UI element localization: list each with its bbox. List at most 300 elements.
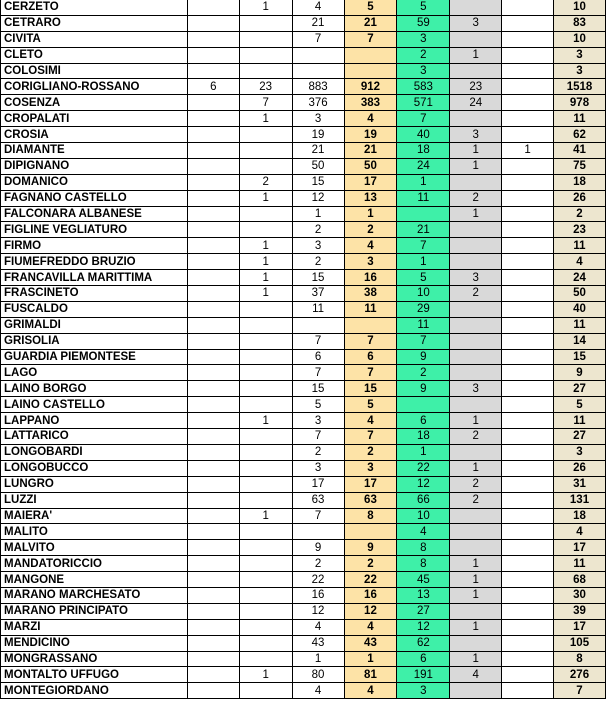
subtotal-cell: 17: [344, 476, 397, 492]
value-col-1-cell: [187, 460, 239, 476]
value-col-7-cell: [502, 270, 554, 286]
value-col-6-cell: [450, 444, 502, 460]
value-col-3-cell: 9: [292, 540, 344, 556]
total-cell: 26: [554, 460, 606, 476]
value-col-7-cell: [502, 47, 554, 63]
value-col-5-cell: 59: [397, 15, 450, 31]
value-col-1-cell: [187, 508, 239, 524]
value-col-5-cell: 7: [397, 238, 450, 254]
total-cell: 15: [554, 349, 606, 365]
total-cell: 18: [554, 174, 606, 190]
table-row: [1, 143, 606, 159]
table-row: [1, 460, 606, 476]
value-col-6-cell: [450, 365, 502, 381]
value-col-5-cell: 11: [397, 317, 450, 333]
table-row: [1, 15, 606, 31]
value-col-5-cell: 24: [397, 158, 450, 174]
value-col-5-cell: 11: [397, 190, 450, 206]
value-col-1-cell: [187, 413, 239, 429]
total-cell: 3: [554, 63, 606, 79]
value-col-5-cell: 6: [397, 413, 450, 429]
value-col-2-cell: 2: [239, 174, 292, 190]
value-col-2-cell: [239, 460, 292, 476]
value-col-1-cell: [187, 540, 239, 556]
value-col-3-cell: 3: [292, 413, 344, 429]
table-row: [1, 413, 606, 429]
value-col-1-cell: [187, 31, 239, 47]
value-col-3-cell: 63: [292, 492, 344, 508]
value-col-3-cell: 7: [292, 333, 344, 349]
value-col-5-cell: 62: [397, 635, 450, 651]
total-cell: 7: [554, 683, 606, 699]
value-col-3-cell: [292, 524, 344, 540]
value-col-6-cell: 3: [450, 270, 502, 286]
table-row: [1, 635, 606, 651]
value-col-6-cell: 1: [450, 619, 502, 635]
value-col-6-cell: 1: [450, 556, 502, 572]
value-col-6-cell: 1: [450, 47, 502, 63]
value-col-3-cell: 7: [292, 508, 344, 524]
value-col-2-cell: [239, 587, 292, 603]
municipality-name-cell: FIRMO: [1, 238, 188, 254]
value-col-7-cell: [502, 444, 554, 460]
value-col-7-cell: [502, 31, 554, 47]
total-cell: 4: [554, 254, 606, 270]
value-col-7-cell: [502, 222, 554, 238]
municipality-name-cell: CERZETO: [1, 0, 188, 15]
subtotal-cell: 22: [344, 572, 397, 588]
value-col-2-cell: 1: [239, 0, 292, 15]
value-col-6-cell: 4: [450, 667, 502, 683]
subtotal-cell: 4: [344, 683, 397, 699]
total-cell: 27: [554, 429, 606, 445]
value-col-1-cell: [187, 635, 239, 651]
subtotal-cell: 21: [344, 15, 397, 31]
table-row: [1, 254, 606, 270]
value-col-1-cell: [187, 143, 239, 159]
total-cell: 5: [554, 397, 606, 413]
value-col-6-cell: 2: [450, 492, 502, 508]
value-col-1-cell: [187, 111, 239, 127]
total-cell: 30: [554, 587, 606, 603]
value-col-6-cell: 3: [450, 15, 502, 31]
subtotal-cell: 2: [344, 222, 397, 238]
value-col-2-cell: 7: [239, 95, 292, 111]
total-cell: 11: [554, 317, 606, 333]
total-cell: 75: [554, 158, 606, 174]
value-col-2-cell: [239, 206, 292, 222]
municipality-name-cell: DOMANICO: [1, 174, 188, 190]
value-col-7-cell: [502, 540, 554, 556]
value-col-5-cell: 10: [397, 508, 450, 524]
value-col-5-cell: 5: [397, 0, 450, 15]
value-col-1-cell: [187, 286, 239, 302]
value-col-7-cell: [502, 174, 554, 190]
value-col-1-cell: [187, 492, 239, 508]
municipality-name-cell: MALITO: [1, 524, 188, 540]
value-col-2-cell: [239, 15, 292, 31]
value-col-3-cell: 3: [292, 111, 344, 127]
value-col-2-cell: [239, 349, 292, 365]
total-cell: 14: [554, 333, 606, 349]
value-col-7-cell: [502, 63, 554, 79]
municipality-name-cell: GRISOLIA: [1, 333, 188, 349]
total-cell: 10: [554, 31, 606, 47]
value-col-7-cell: [502, 0, 554, 15]
value-col-2-cell: 1: [239, 111, 292, 127]
value-col-6-cell: 24: [450, 95, 502, 111]
value-col-7-cell: [502, 317, 554, 333]
value-col-3-cell: 22: [292, 572, 344, 588]
value-col-6-cell: 1: [450, 206, 502, 222]
value-col-1-cell: [187, 397, 239, 413]
value-col-6-cell: 3: [450, 127, 502, 143]
table-row: [1, 667, 606, 683]
value-col-3-cell: 2: [292, 444, 344, 460]
value-col-6-cell: [450, 524, 502, 540]
total-cell: 31: [554, 476, 606, 492]
value-col-7-cell: [502, 381, 554, 397]
value-col-5-cell: 1: [397, 254, 450, 270]
value-col-6-cell: 1: [450, 572, 502, 588]
value-col-5-cell: 12: [397, 619, 450, 635]
value-col-1-cell: [187, 381, 239, 397]
municipality-name-cell: CETRARO: [1, 15, 188, 31]
value-col-7-cell: [502, 524, 554, 540]
municipality-name-cell: FIGLINE VEGLIATURO: [1, 222, 188, 238]
table-row: [1, 111, 606, 127]
total-cell: 8: [554, 651, 606, 667]
value-col-7-cell: [502, 79, 554, 95]
table-body: [1, 0, 606, 699]
value-col-3-cell: 6: [292, 349, 344, 365]
table-row: [1, 79, 606, 95]
value-col-7-cell: [502, 349, 554, 365]
municipality-name-cell: GRIMALDI: [1, 317, 188, 333]
municipality-name-cell: GUARDIA PIEMONTESE: [1, 349, 188, 365]
value-col-6-cell: [450, 683, 502, 699]
value-col-3-cell: 50: [292, 158, 344, 174]
table-row: [1, 365, 606, 381]
table-row: [1, 492, 606, 508]
municipality-name-cell: CROPALATI: [1, 111, 188, 127]
value-col-5-cell: 7: [397, 111, 450, 127]
value-col-2-cell: 1: [239, 667, 292, 683]
table-row: [1, 444, 606, 460]
value-col-2-cell: [239, 619, 292, 635]
value-col-7-cell: [502, 158, 554, 174]
total-cell: 4: [554, 524, 606, 540]
value-col-5-cell: 583: [397, 79, 450, 95]
subtotal-cell: 21: [344, 143, 397, 159]
municipality-name-cell: FIUMEFREDDO BRUZIO: [1, 254, 188, 270]
value-col-6-cell: [450, 174, 502, 190]
table-row: [1, 619, 606, 635]
value-col-7-cell: [502, 127, 554, 143]
value-col-5-cell: 8: [397, 540, 450, 556]
value-col-2-cell: [239, 143, 292, 159]
municipality-name-cell: LUZZI: [1, 492, 188, 508]
municipality-name-cell: MANGONE: [1, 572, 188, 588]
subtotal-cell: 81: [344, 667, 397, 683]
municipality-name-cell: MONTEGIORDANO: [1, 683, 188, 699]
subtotal-cell: [344, 63, 397, 79]
value-col-5-cell: 12: [397, 476, 450, 492]
value-col-6-cell: 1: [450, 587, 502, 603]
value-col-5-cell: 3: [397, 63, 450, 79]
value-col-3-cell: 12: [292, 190, 344, 206]
table-row: [1, 587, 606, 603]
value-col-6-cell: 3: [450, 381, 502, 397]
value-col-3-cell: 2: [292, 222, 344, 238]
value-col-2-cell: [239, 556, 292, 572]
subtotal-cell: 38: [344, 286, 397, 302]
subtotal-cell: 43: [344, 635, 397, 651]
municipality-name-cell: FRASCINETO: [1, 286, 188, 302]
value-col-5-cell: 6: [397, 651, 450, 667]
table-row: [1, 174, 606, 190]
value-col-2-cell: 1: [239, 286, 292, 302]
value-col-2-cell: [239, 429, 292, 445]
subtotal-cell: 7: [344, 31, 397, 47]
value-col-1-cell: [187, 127, 239, 143]
value-col-5-cell: 3: [397, 31, 450, 47]
value-col-5-cell: 1: [397, 444, 450, 460]
value-col-2-cell: 23: [239, 79, 292, 95]
value-col-2-cell: [239, 397, 292, 413]
municipality-name-cell: CIVITA: [1, 31, 188, 47]
value-col-2-cell: [239, 158, 292, 174]
value-col-3-cell: 15: [292, 174, 344, 190]
table-row: [1, 190, 606, 206]
municipality-name-cell: FAGNANO CASTELLO: [1, 190, 188, 206]
total-cell: 131: [554, 492, 606, 508]
total-cell: 50: [554, 286, 606, 302]
municipality-name-cell: FRANCAVILLA MARITTIMA: [1, 270, 188, 286]
value-col-1-cell: [187, 222, 239, 238]
value-col-2-cell: 1: [239, 508, 292, 524]
value-col-3-cell: 5: [292, 397, 344, 413]
subtotal-cell: 13: [344, 190, 397, 206]
value-col-7-cell: [502, 365, 554, 381]
value-col-6-cell: [450, 603, 502, 619]
value-col-2-cell: [239, 683, 292, 699]
subtotal-cell: 4: [344, 238, 397, 254]
municipality-name-cell: MARZI: [1, 619, 188, 635]
total-cell: 9: [554, 365, 606, 381]
subtotal-cell: 7: [344, 429, 397, 445]
value-col-1-cell: [187, 524, 239, 540]
value-col-2-cell: [239, 63, 292, 79]
total-cell: 18: [554, 508, 606, 524]
subtotal-cell: 7: [344, 365, 397, 381]
value-col-7-cell: [502, 301, 554, 317]
value-col-2-cell: [239, 651, 292, 667]
municipality-name-cell: MONGRASSANO: [1, 651, 188, 667]
value-col-2-cell: 1: [239, 190, 292, 206]
subtotal-cell: 383: [344, 95, 397, 111]
value-col-2-cell: [239, 540, 292, 556]
value-col-2-cell: 1: [239, 270, 292, 286]
value-col-7-cell: [502, 206, 554, 222]
value-col-2-cell: [239, 444, 292, 460]
municipality-name-cell: DIAMANTE: [1, 143, 188, 159]
subtotal-cell: [344, 524, 397, 540]
value-col-7-cell: [502, 111, 554, 127]
value-col-1-cell: [187, 587, 239, 603]
value-col-7-cell: [502, 587, 554, 603]
value-col-2-cell: [239, 635, 292, 651]
subtotal-cell: 12: [344, 603, 397, 619]
value-col-1-cell: [187, 651, 239, 667]
municipality-name-cell: MANDATORICCIO: [1, 556, 188, 572]
total-cell: 83: [554, 15, 606, 31]
table-row: [1, 603, 606, 619]
value-col-5-cell: 8: [397, 556, 450, 572]
value-col-7-cell: [502, 603, 554, 619]
value-col-3-cell: 80: [292, 667, 344, 683]
subtotal-cell: 4: [344, 111, 397, 127]
subtotal-cell: 2: [344, 556, 397, 572]
table-row: [1, 63, 606, 79]
value-col-3-cell: 21: [292, 143, 344, 159]
value-col-5-cell: [397, 397, 450, 413]
subtotal-cell: 3: [344, 460, 397, 476]
value-col-6-cell: [450, 397, 502, 413]
subtotal-cell: 4: [344, 619, 397, 635]
value-col-6-cell: 1: [450, 460, 502, 476]
municipality-name-cell: CORIGLIANO-ROSSANO: [1, 79, 188, 95]
value-col-2-cell: 1: [239, 238, 292, 254]
value-col-3-cell: 16: [292, 587, 344, 603]
value-col-3-cell: 2: [292, 556, 344, 572]
value-col-5-cell: 18: [397, 429, 450, 445]
table-row: [1, 349, 606, 365]
value-col-1-cell: [187, 47, 239, 63]
table-row: [1, 158, 606, 174]
municipality-name-cell: DIPIGNANO: [1, 158, 188, 174]
value-col-6-cell: [450, 317, 502, 333]
total-cell: 978: [554, 95, 606, 111]
municipality-name-cell: MAIERA': [1, 508, 188, 524]
value-col-6-cell: 2: [450, 286, 502, 302]
value-col-3-cell: 21: [292, 15, 344, 31]
table-row: [1, 508, 606, 524]
total-cell: 40: [554, 301, 606, 317]
value-col-6-cell: [450, 254, 502, 270]
total-cell: 11: [554, 238, 606, 254]
value-col-3-cell: [292, 47, 344, 63]
total-cell: 39: [554, 603, 606, 619]
municipality-name-cell: COLOSIMI: [1, 63, 188, 79]
municipality-name-cell: CLETO: [1, 47, 188, 63]
value-col-7-cell: [502, 572, 554, 588]
value-col-6-cell: [450, 111, 502, 127]
value-col-7-cell: [502, 190, 554, 206]
value-col-2-cell: [239, 127, 292, 143]
municipality-name-cell: LAGO: [1, 365, 188, 381]
value-col-3-cell: 11: [292, 301, 344, 317]
value-col-3-cell: 7: [292, 365, 344, 381]
value-col-7-cell: [502, 619, 554, 635]
total-cell: 41: [554, 143, 606, 159]
value-col-1-cell: [187, 429, 239, 445]
municipality-name-cell: FUSCALDO: [1, 301, 188, 317]
value-col-6-cell: 1: [450, 413, 502, 429]
municipality-name-cell: MALVITO: [1, 540, 188, 556]
value-col-1-cell: [187, 15, 239, 31]
table-row: [1, 31, 606, 47]
value-col-6-cell: 1: [450, 651, 502, 667]
total-cell: 1518: [554, 79, 606, 95]
table-row: [1, 683, 606, 699]
value-col-6-cell: 23: [450, 79, 502, 95]
value-col-6-cell: 1: [450, 158, 502, 174]
value-col-5-cell: 45: [397, 572, 450, 588]
subtotal-cell: 11: [344, 301, 397, 317]
value-col-5-cell: 3: [397, 683, 450, 699]
value-col-6-cell: [450, 301, 502, 317]
table-row: [1, 222, 606, 238]
value-col-1-cell: [187, 444, 239, 460]
table-row: [1, 381, 606, 397]
value-col-5-cell: 10: [397, 286, 450, 302]
municipality-name-cell: LAPPANO: [1, 413, 188, 429]
value-col-7-cell: [502, 254, 554, 270]
subtotal-cell: 912: [344, 79, 397, 95]
municipality-name-cell: LUNGRO: [1, 476, 188, 492]
value-col-5-cell: 4: [397, 524, 450, 540]
value-col-7-cell: [502, 683, 554, 699]
table-row: [1, 127, 606, 143]
table-row: [1, 0, 606, 15]
subtotal-cell: 5: [344, 397, 397, 413]
value-col-7-cell: [502, 667, 554, 683]
value-col-5-cell: 27: [397, 603, 450, 619]
value-col-1-cell: [187, 158, 239, 174]
subtotal-cell: [344, 317, 397, 333]
value-col-1-cell: [187, 190, 239, 206]
value-col-6-cell: [450, 238, 502, 254]
value-col-3-cell: 4: [292, 0, 344, 15]
value-col-3-cell: 4: [292, 619, 344, 635]
municipality-name-cell: LAINO BORGO: [1, 381, 188, 397]
value-col-1-cell: [187, 0, 239, 15]
total-cell: 17: [554, 540, 606, 556]
value-col-5-cell: 13: [397, 587, 450, 603]
value-col-3-cell: 12: [292, 603, 344, 619]
value-col-3-cell: 376: [292, 95, 344, 111]
value-col-6-cell: [450, 349, 502, 365]
table-row: [1, 270, 606, 286]
value-col-6-cell: [450, 540, 502, 556]
value-col-7-cell: 1: [502, 143, 554, 159]
value-col-1-cell: [187, 333, 239, 349]
subtotal-cell: 16: [344, 587, 397, 603]
municipality-name-cell: LATTARICO: [1, 429, 188, 445]
table-row: [1, 238, 606, 254]
value-col-6-cell: [450, 508, 502, 524]
table-row: [1, 317, 606, 333]
value-col-3-cell: 4: [292, 683, 344, 699]
subtotal-cell: 9: [344, 540, 397, 556]
value-col-6-cell: [450, 333, 502, 349]
value-col-5-cell: 9: [397, 349, 450, 365]
total-cell: 26: [554, 190, 606, 206]
value-col-7-cell: [502, 397, 554, 413]
value-col-3-cell: 15: [292, 270, 344, 286]
total-cell: 3: [554, 47, 606, 63]
